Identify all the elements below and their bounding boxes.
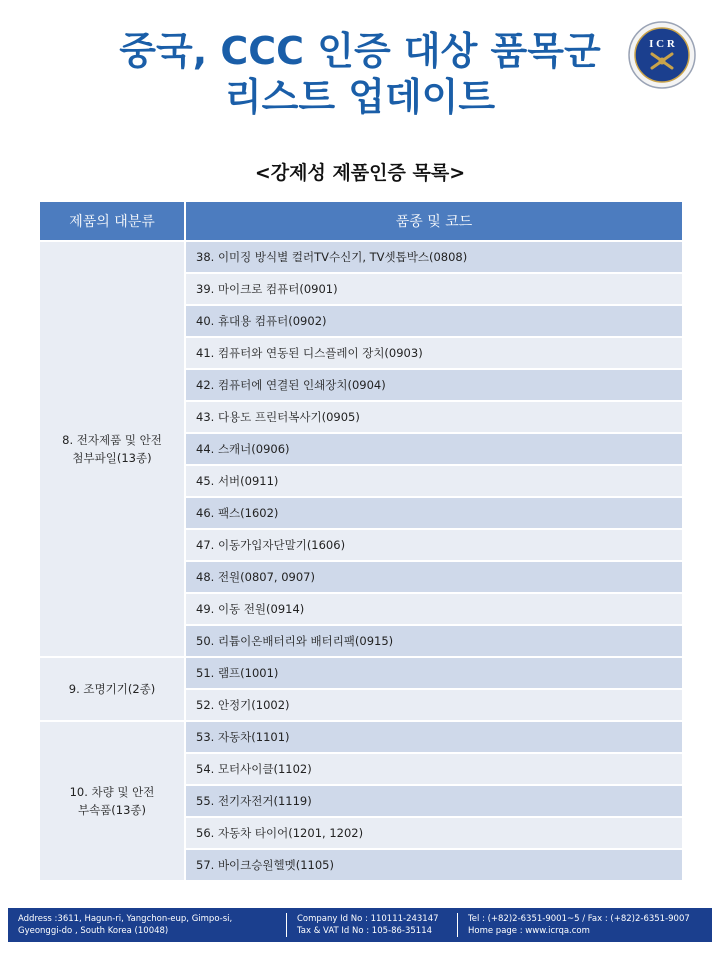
product-item: 39. 마이크로 컴퓨터(0901) [185,273,682,305]
icr-seal-icon [627,20,697,90]
product-item: 49. 이동 전원(0914) [185,593,682,625]
product-item: 40. 휴대용 컴퓨터(0902) [185,305,682,337]
product-item: 45. 서버(0911) [185,465,682,497]
product-item: 50. 리튬이온배터리와 배터리팩(0915) [185,625,682,657]
page-title-line2: 리스트 업데이트 [224,75,496,119]
product-item: 47. 이동가입자단말기(1606) [185,529,682,561]
footer-address-line: Gyeonggi-do , South Korea (10048) [18,926,169,936]
product-item: 52. 안정기(1002) [185,689,682,721]
product-item: 43. 다용도 프린터복사기(0905) [185,401,682,433]
footer-bar [8,908,712,942]
product-item: 56. 자동차 타이어(1201, 1202) [185,817,682,849]
category-label: 첨부파일(13종) [72,451,152,465]
header-category: 제품의 대분류 [40,202,185,241]
product-item: 57. 바이크승원헬멧(1105) [185,849,682,880]
product-item: 38. 이미징 방식별 컬러TV수신기, TV셋톱박스(0808) [185,241,682,273]
footer-company-line: Tax & VAT Id No : 105-86-35114 [297,926,433,936]
table-header-row [40,202,682,241]
product-item: 54. 모터사이클(1102) [185,753,682,785]
page-title [0,28,720,120]
footer-homepage-link[interactable]: Home page : www.icrqa.com [468,926,590,936]
category-label: 8. 전자제품 및 안전 [62,433,162,447]
footer-contact [457,913,712,937]
category-label: 9. 조명기기(2종) [68,682,156,696]
page-title-line1: 중국, CCC 인증 대상 품목군 [119,29,601,73]
product-item: 48. 전원(0807, 0907) [185,561,682,593]
product-item: 55. 전기자전거(1119) [185,785,682,817]
footer-company-ids [286,913,457,937]
category-cell [40,241,185,657]
product-item: 46. 팩스(1602) [185,497,682,529]
category-label: 10. 차량 및 안전 [69,785,155,799]
category-label: 부속품(13종) [77,803,147,817]
footer-address-line: Address :3611, Hagun-ri, Yangchon-eup, Gimpo-si, [18,914,233,924]
header-product-code: 품종 및 코드 [185,202,682,241]
table-row [40,657,682,689]
product-item: 51. 램프(1001) [185,657,682,689]
footer-address [8,913,286,937]
category-cell [40,657,185,721]
table-row [40,241,682,273]
product-item: 53. 자동차(1101) [185,721,682,753]
product-item: 42. 컴퓨터에 연결된 인쇄장치(0904) [185,369,682,401]
table-row [40,721,682,753]
logo-text: I C R [649,38,675,50]
product-item: 41. 컴퓨터와 연동된 디스플레이 장치(0903) [185,337,682,369]
footer-company-line: Company Id No : 110111-243147 [297,914,439,924]
product-item: 44. 스캐너(0906) [185,433,682,465]
footer-contact-line: Tel : (+82)2-6351-9001~5 / Fax : (+82)2-6351-9007 [468,914,690,924]
category-cell [40,721,185,880]
certification-table [40,202,682,880]
list-subtitle: <강제성 제품인증 목록> [254,162,466,184]
